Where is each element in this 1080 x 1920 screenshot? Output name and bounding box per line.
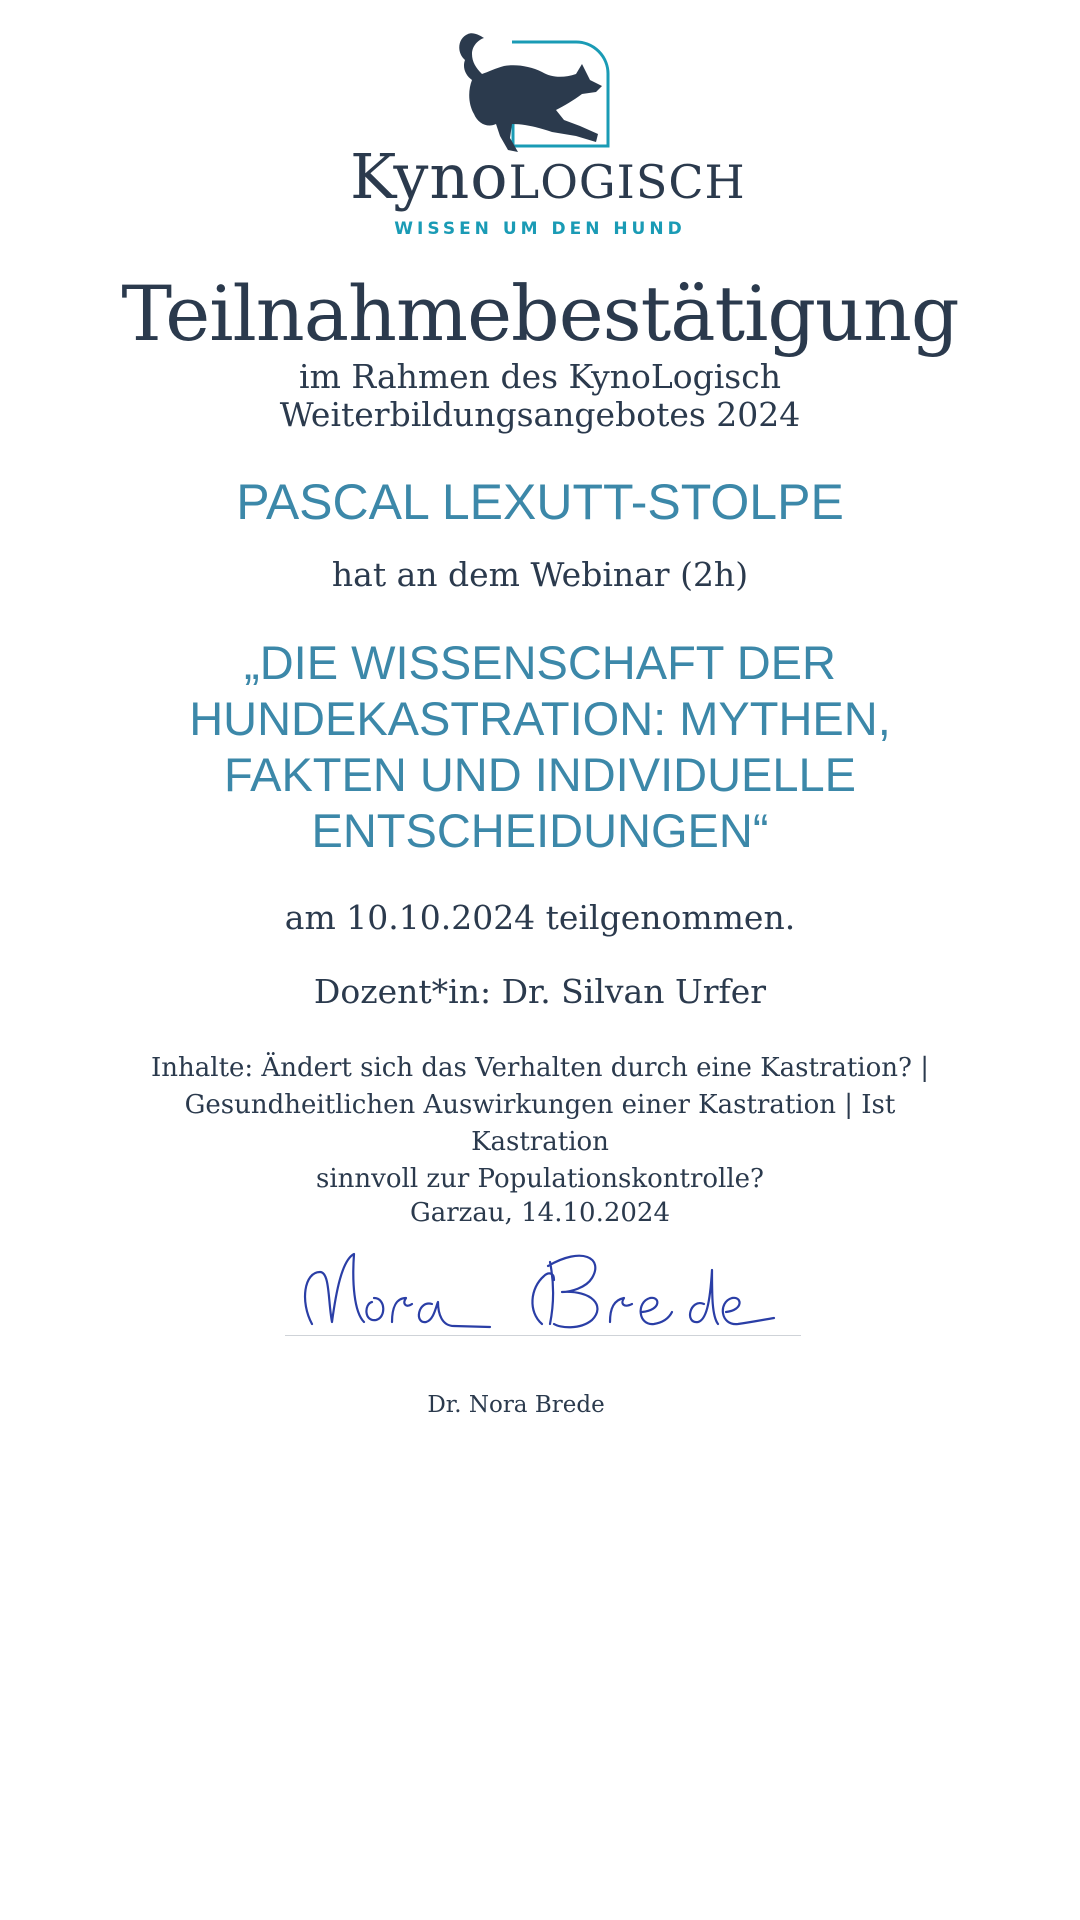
certificate-title: Teilnahmebestätigung: [121, 269, 959, 358]
participation-date: am 10.10.2024 teilgenommen.: [284, 898, 796, 937]
contents-line: sinnvoll zur Populationskontrolle?: [316, 1164, 764, 1194]
contents-line: Inhalte: Ändert sich das Verhalten durch eine Kastration? |: [151, 1053, 929, 1083]
webinar-intro: hat an dem Webinar (2h): [331, 555, 749, 594]
place-and-date: Garzau, 14.10.2024: [409, 1198, 671, 1228]
logo-wordmark: KynoLOGISCH: [350, 140, 746, 213]
signature-icon: [292, 1232, 802, 1337]
course-title: [150, 635, 930, 859]
course-title-line: „DIE WISSENSCHAFT DER: [244, 636, 836, 689]
course-title-line: HUNDEKASTRATION: MYTHEN,: [189, 692, 891, 745]
signature-line: [285, 1335, 801, 1336]
subtitle-line: Weiterbildungsangebotes 2024: [279, 395, 801, 434]
lecturer: Dozent*in: Dr. Silvan Urfer: [313, 972, 767, 1011]
subtitle-line: im Rahmen des KynoLogisch: [299, 357, 781, 396]
certificate-subtitle: [0, 358, 1080, 434]
course-contents: [130, 1050, 950, 1198]
contents-line: Gesundheitlichen Auswirkungen einer Kastration | Ist Kastration: [184, 1090, 896, 1157]
course-title-line: ENTSCHEIDUNGEN“: [311, 804, 769, 857]
kynologisch-logo: [350, 28, 746, 243]
participant-name: PASCAL LEXUTT-STOLPE: [236, 474, 844, 530]
signer-name: Dr. Nora Brede: [427, 1392, 605, 1418]
handwritten-signature: [292, 1232, 802, 1337]
logo-tagline: WISSEN UM DEN HUND: [394, 219, 686, 239]
course-title-line: FAKTEN UND INDIVIDUELLE: [223, 748, 857, 801]
